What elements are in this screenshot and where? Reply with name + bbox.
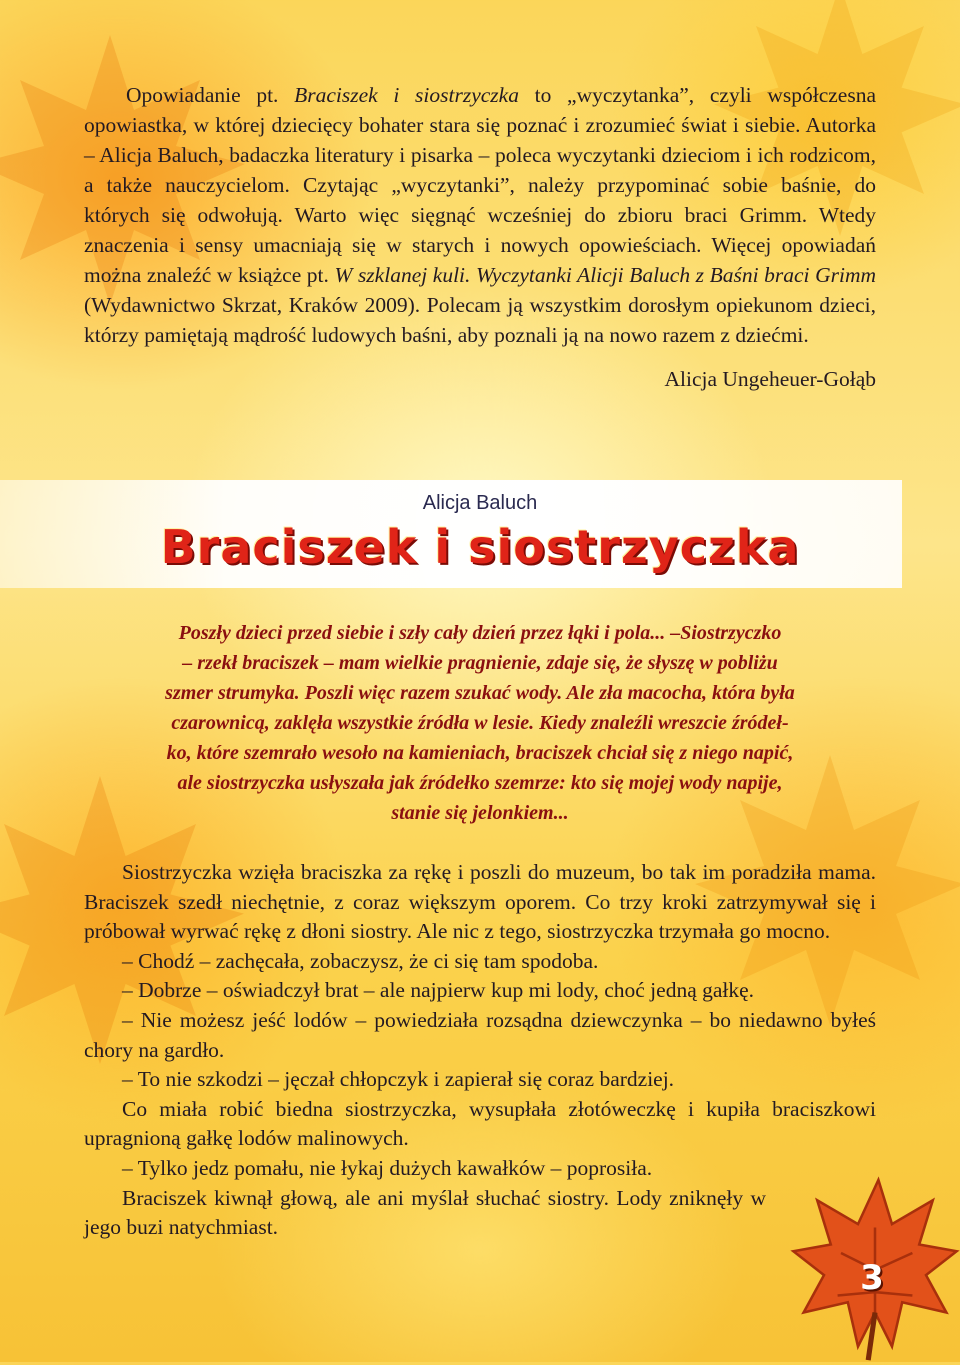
excerpt-line: ko, które szemrało wesoło na kamieniach, braciszek chciał się z niego napić, [166,742,794,764]
intro-section [84,80,876,394]
story-paragraph: – Chodź – zachęcała, zobaczysz, że ci się tam spodoba. [122,948,599,973]
story-paragraph: – Tylko jedz pomału, nie łykaj dużych kawałków – poprosiła. [122,1155,653,1180]
story-author: Alicja Baluch [422,492,538,514]
page-number: 3 [860,1258,884,1298]
intro-paragraph: Opowiadanie pt. Braciszek i siostrzyczka to „wyczytanka”, czyli współczesna opowiastka, w której dziecięcy bohater stara się poznać i zrozumieć świat i siebie. Autorka – Alicja Baluch, badaczka literatury i pisarka – poleca wyczytanki dzieciom i ich rodzicom, a także nauczycielom. Czytając „wyczytanki”, należy przypominać sobie baśnie, do których się odwołują. Warto więc sięgnąć wcześniej do zbioru braci Grimm. Wtedy znaczenia i sensy umacniają się w starych i nowych opowieściach. Więcej opowiadań można znaleźć w książce pt. W szklanej kuli. Wyczytanki Alicji Baluch z Baśni braci Grimm (Wydawnictwo Skrzat, Kraków 2009). Polecam ją wszystkim dorosłym opiekunom dzieci, którzy pamiętają mądrość ludowych baśni, aby poznali ją na nowo razem z dziećmi. [84,83,876,347]
excerpt-line: stanie się jelonkiem... [391,802,569,824]
story-paragraph: Siostrzyczka wzięła braciszka za rękę i poszli do muzeum, bo tak im poradziła mama. Braciszek szedł niechętnie, z coraz większym oporem. Co trzy kroki zatrzymywał się i próbował wyrwać rękę z dłoni siostry. Ale nic z tego, siostrzyczka trzymała go mocno. [84,860,876,944]
excerpt-line: szmer strumyka. Poszli więc razem szukać wody. Ale zła macocha, która była [165,682,795,704]
excerpt-line: Poszły dzieci przed siebie i szły cały dzień przez łąki i pola... –Siostrzyczko [178,622,782,644]
excerpt-line: – rzekł braciszek – mam wielkie pragnienie, zdaje się, że słyszę w pobliżu [182,652,778,674]
excerpt-line: czarownicą, zaklęła wszystkie źródła w lesie. Kiedy znaleźli wreszcie źródeł- [171,712,789,734]
fairy-tale-excerpt [84,618,876,828]
story-body [84,858,876,1243]
story-paragraph: – To nie szkodzi – jęczał chłopczyk i zapierał się coraz bardziej. [122,1067,675,1092]
story-paragraph: – Dobrze – oświadczył brat – ale najpierw kup mi lody, choć jedną gałkę. [122,978,755,1003]
excerpt-line: ale siostrzyczka usłyszała jak źródełko szemrze: kto się mojej wody napije, [177,772,783,794]
intro-signature: Alicja Ungeheuer-Gołąb [664,367,876,391]
story-paragraph: Co miała robić biedna siostrzyczka, wysupłała złotóweczkę i kupiła braciszkowi upragnioną gałkę lodów malinowych. [84,1096,876,1151]
story-paragraph: – Nie możesz jeść lodów – powiedziała rozsądna dziewczynka – bo niedawno byłeś chory na gardło. [84,1007,876,1062]
story-paragraph: Braciszek kiwnął głową, ale ani myślał słuchać siostry. Lody zniknęły w jego buzi natychmiast. [84,1185,766,1240]
story-title: Braciszek i siostrzyczka [160,520,800,574]
